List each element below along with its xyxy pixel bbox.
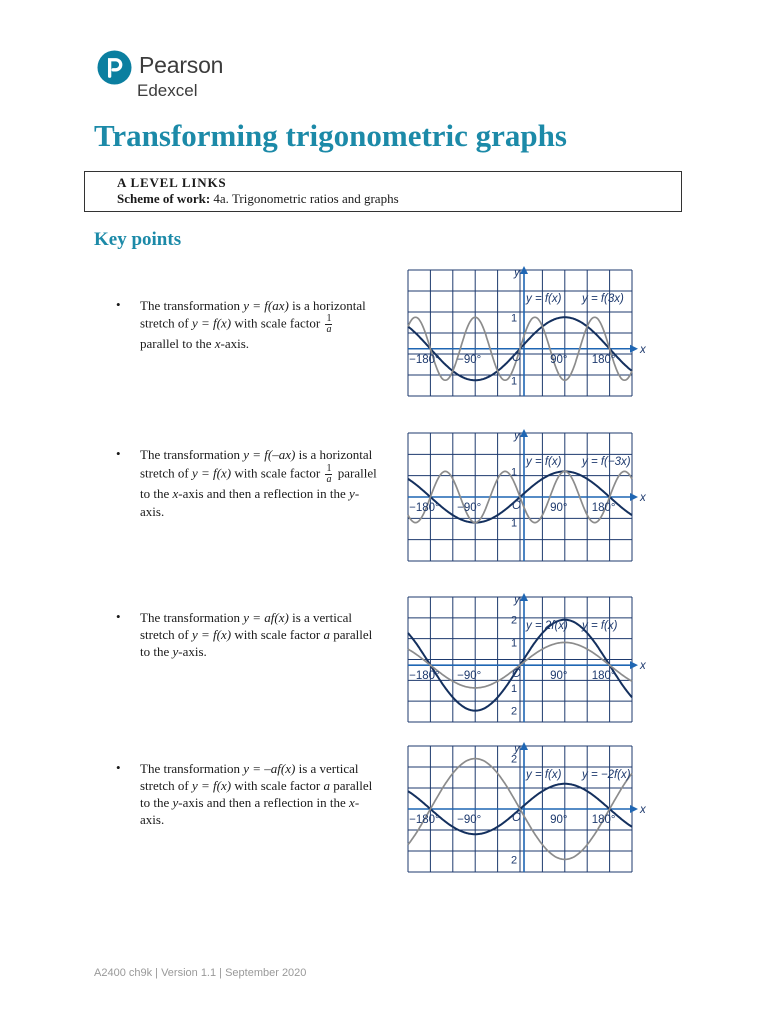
y-tick-label: 1 [510,637,518,650]
curve-label-2: y = f(3x) [582,293,624,305]
y-tick-label: 1 [510,682,518,695]
x-axis-label: x [640,660,646,673]
bullet-3: • [116,609,121,624]
x-tick-label: −90° [457,502,482,514]
pearson-p-icon [97,50,132,85]
x-tick-label: 90° [550,502,568,514]
y-tick-label: 2 [510,705,518,718]
y-tick-label: 2 [510,854,518,867]
x-axis-arrow [630,493,638,501]
scheme-of-work [117,191,681,207]
y-tick-label: 1 [510,375,518,388]
y-axis-label: y [514,430,520,442]
point-text: parallel to the [140,336,215,351]
curve-label-1: y = 2f(x) [526,620,568,632]
point-text: The transformation [140,761,244,776]
curve-label-2: y = f(x) [582,620,618,632]
x-axis-label: x [640,343,646,356]
graph-horizontal-stretch [408,267,646,396]
key-point-4 [140,760,380,828]
point-text: is a vertical stretch of [140,610,353,642]
x-axis-arrow [630,661,638,669]
origin-label: O [512,351,521,364]
sow-label: Scheme of work: [117,191,211,206]
graph-horizontal-stretch-reflection [408,430,646,561]
x-tick-label: 90° [550,353,568,366]
point-axis: x [349,795,355,810]
x-tick-label: −90° [457,670,482,683]
x-tick-label: −180° [409,502,440,514]
point-equation: y = f(x) [191,465,232,481]
graph-vertical-stretch [408,594,646,722]
point-equation: y = f(x) [191,315,232,331]
x-tick-label: 180° [591,353,616,366]
x-tick-label: −180° [409,814,440,826]
fraction: $\frac{1}{a}$ [326,313,332,335]
point-text: parallel to the [140,778,373,810]
point-equation: y = af(x) [243,610,289,625]
a-level-links-box [84,171,682,212]
x-tick-label: −180° [409,353,440,366]
point-equation: y = f(–ax) [243,447,296,462]
point-text: is a vertical stretch of [140,761,359,793]
sow-text: 4a. Trigonometric ratios and graphs [213,191,399,206]
x-tick-label: −90° [457,814,482,826]
curve-label-1: y = f(x) [526,769,562,781]
graph-svg [408,594,646,722]
curve-label-2: y = f(−3x) [582,456,631,468]
point-text: parallel to the [140,465,377,501]
point-axis: y [349,486,355,501]
point-text: The transformation [140,610,244,625]
y-tick-label: 1 [510,517,518,530]
bullet-2: • [116,446,121,461]
bullet-1: • [116,297,121,312]
brand-sub: Edexcel [137,81,198,100]
point-text: The transformation [140,298,244,313]
y-tick-label: 2 [510,614,518,627]
x-tick-label: 90° [550,814,568,826]
point-text: -axis. [140,795,360,827]
y-tick-label: 1 [510,312,518,325]
y-tick-label: 2 [510,753,518,766]
x-tick-label: −180° [409,670,440,683]
x-tick-label: −90° [457,353,482,366]
key-point-2 [140,446,380,521]
x-axis-label: x [640,804,646,816]
x-axis-arrow [630,345,638,353]
key-point-3 [140,609,380,660]
y-axis-label: y [514,594,520,606]
origin-label: O [512,500,521,512]
grid [408,597,632,722]
x-tick-label: 180° [591,502,616,514]
x-axis-arrow [630,805,638,813]
x-tick-label: 90° [550,670,568,683]
point-text: is a horizontal stretch of [140,298,366,331]
point-factor: a [323,627,330,642]
curve-label-1: y = f(x) [526,293,562,305]
point-text: with scale factor [231,465,324,481]
point-text: -axis and then a reflection in the [178,795,350,810]
point-equation: y = f(ax) [243,298,289,313]
origin-label: O [512,812,521,824]
point-text: -axis. [220,336,250,351]
point-equation: y = f(x) [191,627,232,642]
links-heading: A LEVEL LINKS [117,175,227,190]
point-text: The transformation [140,447,244,462]
point-text: with scale factor [231,315,324,331]
point-factor: a [323,778,330,793]
graph-svg [408,743,646,872]
point-equation: y = –af(x) [243,761,296,776]
point-axis: x [172,486,179,501]
point-equation: y = f(x) [191,778,232,793]
y-axis-label: y [514,267,520,279]
point-text: parallel to the [140,627,373,659]
curve-label-2: y = −2f(x) [582,769,631,781]
bullet-4: • [116,760,121,775]
origin-label: O [512,668,521,681]
key-points-heading: Key points [94,229,182,250]
footer-text: A2400 ch9k | Version 1.1 | September 2020 [94,967,307,979]
graph-vertical-stretch-reflection [408,743,646,872]
graph-svg [408,430,646,561]
point-axis: y [172,644,179,659]
point-text: with scale factor [231,778,324,793]
x-tick-label: 180° [591,814,616,826]
key-point-1 [140,297,392,352]
point-text: with scale factor [231,627,324,642]
brand-name: Pearson [139,52,224,78]
y-tick-label: 1 [510,466,518,479]
point-text: -axis. [140,486,360,519]
x-axis-label: x [640,492,646,504]
graph-svg [408,267,646,396]
y-axis-label: y [514,743,520,755]
page-title: Transforming trigonometric graphs [94,118,567,153]
curve-label-1: y = f(x) [526,456,562,468]
point-axis: x [214,336,221,351]
pearson-logo [97,50,237,102]
point-text: -axis and then a reflection in the [178,486,350,501]
x-tick-label: 180° [591,670,616,683]
point-text: -axis. [178,644,207,659]
point-text: is a horizontal stretch of [140,447,373,481]
point-axis: y [172,795,179,810]
fraction: $\frac{1}{a}$ [326,463,332,485]
